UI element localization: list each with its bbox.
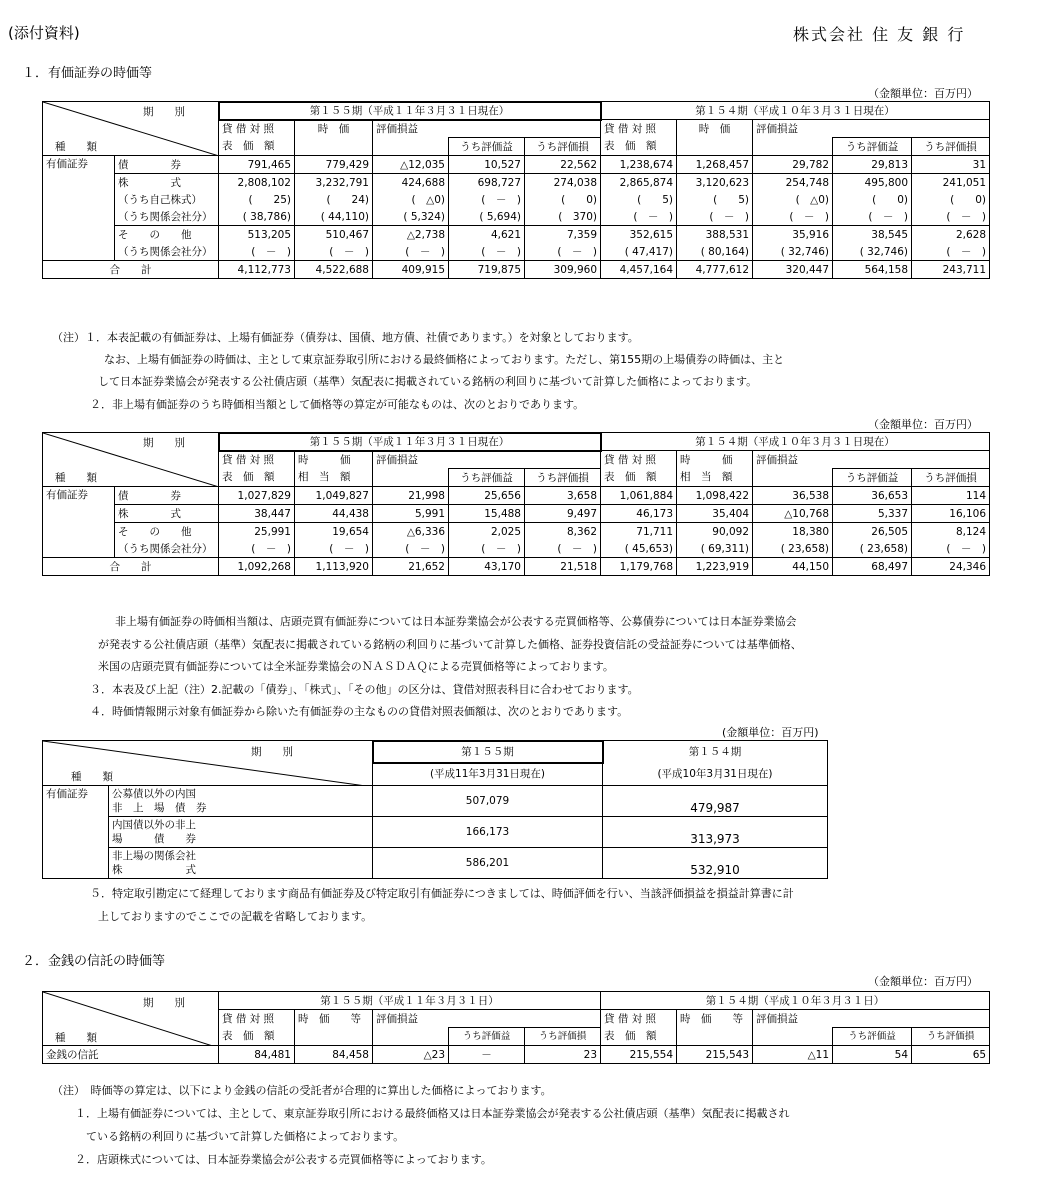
row-label: そ の 他 (115, 523, 219, 541)
note-trust-2: １．上場有価証券については、主として、東京証券取引所における最終価格又は日本証券業協会が発表する公社債店頭（基準）気配表に掲載され (75, 1107, 790, 1120)
row-label: 株 式 (115, 174, 219, 192)
table-listed-securities (42, 101, 990, 279)
table-cell: 254,748 (753, 174, 833, 192)
table-cell: 5,337 (833, 505, 912, 523)
table-cell: 26,505 (833, 523, 912, 541)
corner-cell (43, 741, 373, 786)
table-cell: 791,465 (219, 156, 295, 174)
note-trust-1: （注） 時価等の算定は、以下により金銭の信託の受託者が合理的に算出した価格によっております。 (52, 1084, 552, 1097)
table-cell: 1,049,827 (295, 487, 373, 505)
table-unlisted-securities (42, 432, 990, 576)
period-155-header: 第１５５期（平成１１年３月３１日現在） (219, 433, 601, 451)
col-eval: 評価損益 (373, 451, 601, 469)
col-gain: うち評価益 (833, 1028, 912, 1046)
note-5: ５．特定取引勘定にて経理しております商品有価証券及び特定取引有価証券につきましては、時価評価を行い、当該評価損益を損益計算書に計 (90, 887, 794, 900)
unit-label: （金額単位：百万円） (868, 87, 978, 100)
col-bs-value: 貸 借 対 照 (219, 1010, 295, 1028)
table-cell: △10,768 (753, 505, 833, 523)
table-cell: 71,711 (601, 523, 677, 541)
table-cell: 586,201 (373, 848, 603, 879)
category-label: 有価証券 (43, 786, 109, 879)
table-cell: 21,518 (525, 558, 601, 576)
row-label: （うち自己株式） (115, 191, 219, 208)
table-cell: 15,488 (449, 505, 525, 523)
table-cell: 495,800 (833, 174, 912, 192)
table-cell: 564,158 (833, 261, 912, 279)
table-cell: ( － ) (601, 208, 677, 226)
table-row (43, 208, 990, 226)
table-cell: 23 (525, 1046, 601, 1064)
table-cell: 241,051 (912, 174, 990, 192)
period-154-date: (平成10年3月31日現在) (603, 763, 828, 786)
row-label: 株 式 (115, 505, 219, 523)
note-trust-3: ２．店頭株式については、日本証券業協会が公表する売買価格等によっております。 (75, 1153, 492, 1166)
table-cell: ( － ) (449, 191, 525, 208)
period-154-header: 第１５４期（平成１０年３月３１日現在） (601, 102, 990, 120)
table-cell: 2,865,874 (601, 174, 677, 192)
table-cell: 8,124 (912, 523, 990, 541)
table-cell: ( △0) (753, 191, 833, 208)
table-cell: 1,113,920 (295, 558, 373, 576)
col-price-2: 相 当 額 (677, 469, 753, 487)
table-cell: 4,621 (449, 226, 525, 244)
table-cell: 19,654 (295, 523, 373, 541)
unit-label: （金額単位：百万円） (868, 975, 978, 988)
table-cell: 1,238,674 (601, 156, 677, 174)
table-cell: 65 (912, 1046, 990, 1064)
row-label: 金銭の信託 (43, 1046, 219, 1064)
table-cell: 243,711 (912, 261, 990, 279)
table-cell: ( － ) (449, 540, 525, 558)
table-cell: 1,061,884 (601, 487, 677, 505)
col-gain: うち評価益 (833, 469, 912, 487)
table-row (43, 505, 990, 523)
table-cell: 35,404 (677, 505, 753, 523)
table-cell: ( － ) (449, 243, 525, 261)
table-cell: △2,738 (373, 226, 449, 244)
table-excluded-securities (42, 740, 828, 879)
unit-label: (金額単位：百万円) (722, 726, 819, 739)
col-price: 時 価 (677, 451, 753, 469)
table-cell: 1,092,268 (219, 558, 295, 576)
table-row (43, 786, 828, 817)
table-cell: ( 370) (525, 208, 601, 226)
table-cell: 2,808,102 (219, 174, 295, 192)
corner-type-label: 種 類 (55, 472, 97, 484)
col-price: 時 価 等 (677, 1010, 753, 1028)
table-row (43, 523, 990, 541)
period-155-header: 第１５５期 (373, 741, 603, 764)
row-label: 内国債以外の非上 場 債 券 (109, 817, 373, 848)
col-eval: 評価損益 (753, 451, 990, 469)
table-cell: 38,447 (219, 505, 295, 523)
col-loss: うち評価損 (912, 138, 990, 156)
period-155-header: 第１５５期（平成１１年３月３１日） (219, 992, 601, 1010)
col-bs-value-2: 表 価 額 (601, 138, 677, 156)
table-cell: 779,429 (295, 156, 373, 174)
table-cell: 4,522,688 (295, 261, 373, 279)
table-cell: － (449, 1046, 525, 1064)
corner-cell (43, 433, 219, 487)
note-1-cont: なお、上場有価証券の時価は、主として東京証券取引所における最終価格によっております。ただし、第155期の上場債券の時価は、主と (104, 353, 785, 366)
col-loss: うち評価損 (912, 469, 990, 487)
table-cell: △12,035 (373, 156, 449, 174)
table-cell: 215,554 (601, 1046, 677, 1064)
section2-title: ２．金銭の信託の時価等 (22, 954, 166, 969)
table-cell: 1,098,422 (677, 487, 753, 505)
table-cell: ( － ) (373, 243, 449, 261)
table-cell: 10,527 (449, 156, 525, 174)
table-row (43, 226, 990, 244)
table-cell: 46,173 (601, 505, 677, 523)
corner-cell (43, 102, 219, 156)
col-loss: うち評価損 (525, 469, 601, 487)
col-bs-value: 貸 借 対 照 (601, 120, 677, 138)
table-cell: 21,652 (373, 558, 449, 576)
corner-type-label: 種 類 (55, 1032, 97, 1044)
period-154-header: 第１５４期（平成１０年３月３１日） (601, 992, 990, 1010)
table-row (43, 487, 990, 505)
col-price: 時 価 (677, 120, 753, 138)
table-cell: ( 5,324) (373, 208, 449, 226)
table-cell: 29,813 (833, 156, 912, 174)
note-1-cont2: して日本証券業協会が発表する公社債店頭（基準）気配表に掲載されている銘柄の利回りに基づいて計算した価格によっております。 (98, 375, 758, 388)
note-3: ３．本表及び上記（注）2.記載の「債券」、「株式」、「その他」の区分は、貸借対照表科目に合わせております。 (90, 683, 639, 696)
col-bs-value-2: 表 価 額 (601, 1028, 677, 1046)
col-price: 時 価 (295, 120, 373, 138)
table-cell: 479,987 (603, 786, 828, 817)
table-cell: 352,615 (601, 226, 677, 244)
period-155-header: 第１５５期（平成１１年３月３１日現在） (219, 102, 601, 120)
table-cell: ( 80,164) (677, 243, 753, 261)
table-cell: ( － ) (295, 243, 373, 261)
table-cell: 21,998 (373, 487, 449, 505)
section1-title: １．有価証券の時価等 (22, 66, 153, 81)
table-cell: 2,628 (912, 226, 990, 244)
note-2: ２．非上場有価証券のうち時価相当額として価格等の算定が可能なものは、次のとおりであります。 (90, 398, 585, 411)
unit-label: （金額単位：百万円） (868, 418, 978, 431)
table-cell: 90,092 (677, 523, 753, 541)
table-cell: 532,910 (603, 848, 828, 879)
table-cell: 698,727 (449, 174, 525, 192)
table-cell: ( 69,311) (677, 540, 753, 558)
table-cell: ( － ) (833, 208, 912, 226)
col-bs-value: 貸 借 対 照 (601, 451, 677, 469)
col-eval: 評価損益 (373, 120, 601, 138)
table-cell: ( － ) (525, 540, 601, 558)
note-4: ４．時価情報開示対象有価証券から除いた有価証券の主なものの貸借対照表価額は、次のとおりであります。 (90, 705, 629, 718)
table-cell: 16,106 (912, 505, 990, 523)
table-cell: ( 47,417) (601, 243, 677, 261)
table-cell: 388,531 (677, 226, 753, 244)
table-cell: 1,223,919 (677, 558, 753, 576)
table-cell: 510,467 (295, 226, 373, 244)
corner-period-label: 期 別 (143, 997, 185, 1009)
note-unlisted-3: 米国の店頭売買有価証券については全米証券業協会のＮＡＳＤＡＱによる売買価格等によっております。 (98, 660, 614, 673)
table-cell: 18,380 (753, 523, 833, 541)
table-cell: 507,079 (373, 786, 603, 817)
table-cell: 36,538 (753, 487, 833, 505)
table-cell: ( 45,653) (601, 540, 677, 558)
corner-period-label: 期 別 (251, 746, 293, 758)
table-cell: 35,916 (753, 226, 833, 244)
table-cell: ( 23,658) (753, 540, 833, 558)
table-cell: 68,497 (833, 558, 912, 576)
table-cell: ( 38,786) (219, 208, 295, 226)
table-cell: ( － ) (912, 208, 990, 226)
table-cell: ( － ) (219, 243, 295, 261)
table-cell: 44,438 (295, 505, 373, 523)
note-unlisted-2: が発表する公社債店頭（基準）気配表に掲載されている銘柄の利回りに基づいて計算した価格、証券投資信託の受益証券については基準価格、 (98, 638, 802, 651)
table-cell: 3,120,623 (677, 174, 753, 192)
col-bs-value-2: 表 価 額 (219, 469, 295, 487)
table-cell: ( 25) (219, 191, 295, 208)
table-cell: 29,782 (753, 156, 833, 174)
table-cell: 54 (833, 1046, 912, 1064)
table-cell: ( － ) (912, 243, 990, 261)
col-bs-value-2: 表 価 額 (219, 138, 295, 156)
col-loss: うち評価損 (912, 1028, 990, 1046)
table-cell: ( － ) (753, 208, 833, 226)
table-cell: 7,359 (525, 226, 601, 244)
table-cell: ( 24) (295, 191, 373, 208)
row-label: 公募債以外の内国 非 上 場 債 券 (109, 786, 373, 817)
table-cell: 44,150 (753, 558, 833, 576)
table-cell: 36,653 (833, 487, 912, 505)
table-cell: 3,658 (525, 487, 601, 505)
total-label: 合 計 (43, 558, 219, 576)
col-eval: 評価損益 (373, 1010, 601, 1028)
table-row (43, 1046, 990, 1064)
table-cell: 84,481 (219, 1046, 295, 1064)
table-cell: △6,336 (373, 523, 449, 541)
col-bs-value-2: 表 価 額 (219, 1028, 295, 1046)
col-gain: うち評価益 (449, 469, 525, 487)
corner-type-label: 種 類 (71, 771, 113, 783)
col-loss: うち評価損 (525, 138, 601, 156)
table-cell: 22,562 (525, 156, 601, 174)
table-cell: 114 (912, 487, 990, 505)
table-cell: 31 (912, 156, 990, 174)
period-155-date: (平成11年3月31日現在) (373, 763, 603, 786)
table-cell: ( － ) (373, 540, 449, 558)
category-label: 有価証券 (43, 156, 115, 261)
corner-period-label: 期 別 (143, 106, 185, 118)
category-label: 有価証券 (43, 487, 115, 558)
table-cell: ( － ) (525, 243, 601, 261)
table-cell: ( 5) (677, 191, 753, 208)
table-cell: 274,038 (525, 174, 601, 192)
total-row (43, 261, 990, 279)
col-bs-value: 貸 借 対 照 (219, 451, 295, 469)
table-cell: 424,688 (373, 174, 449, 192)
corner-period-label: 期 別 (143, 437, 185, 449)
row-label: （うち関係会社分） (115, 243, 219, 261)
table-cell: ( 0) (912, 191, 990, 208)
total-label: 合 計 (43, 261, 219, 279)
table-cell: ( 32,746) (833, 243, 912, 261)
total-row (43, 558, 990, 576)
table-row (43, 191, 990, 208)
table-cell: 215,543 (677, 1046, 753, 1064)
period-154-header: 第１５４期（平成１０年３月３１日現在） (601, 433, 990, 451)
table-money-trust (42, 991, 990, 1064)
row-label: （うち関係会社分） (115, 208, 219, 226)
table-row (43, 174, 990, 192)
note-trust-2-cont: ている銘柄の利回りに基づいて計算した価格によっております。 (86, 1130, 405, 1143)
table-cell: ( △0) (373, 191, 449, 208)
table-cell: ( 5,694) (449, 208, 525, 226)
table-cell: ( 0) (833, 191, 912, 208)
col-bs-value: 貸 借 対 照 (219, 120, 295, 138)
table-cell: 719,875 (449, 261, 525, 279)
table-cell: ( 5) (601, 191, 677, 208)
table-cell: 9,497 (525, 505, 601, 523)
table-row (43, 156, 990, 174)
col-loss: うち評価損 (525, 1028, 601, 1046)
table-cell: ( － ) (295, 540, 373, 558)
table-cell: 25,991 (219, 523, 295, 541)
col-eval: 評価損益 (753, 120, 990, 138)
table-cell: 1,268,457 (677, 156, 753, 174)
table-row (43, 817, 828, 848)
corner-type-label: 種 類 (55, 141, 97, 153)
table-cell: 1,027,829 (219, 487, 295, 505)
table-cell: 4,777,612 (677, 261, 753, 279)
col-gain: うち評価益 (449, 138, 525, 156)
table-cell: 309,960 (525, 261, 601, 279)
table-cell: △23 (373, 1046, 449, 1064)
corner-cell (43, 992, 219, 1046)
table-cell: ( － ) (912, 540, 990, 558)
table-cell: 84,458 (295, 1046, 373, 1064)
table-row (43, 848, 828, 879)
col-gain: うち評価益 (833, 138, 912, 156)
table-cell: △11 (753, 1046, 833, 1064)
period-154-header: 第１５４期 (603, 741, 828, 764)
table-cell: 3,232,791 (295, 174, 373, 192)
table-cell: 2,025 (449, 523, 525, 541)
col-eval: 評価損益 (753, 1010, 990, 1028)
table-cell: 8,362 (525, 523, 601, 541)
table-row (43, 243, 990, 261)
row-label: そ の 他 (115, 226, 219, 244)
table-cell: 24,346 (912, 558, 990, 576)
table-cell: ( 44,110) (295, 208, 373, 226)
table-cell: 25,656 (449, 487, 525, 505)
table-cell: 43,170 (449, 558, 525, 576)
table-cell: 513,205 (219, 226, 295, 244)
table-cell: 38,545 (833, 226, 912, 244)
table-cell: 409,915 (373, 261, 449, 279)
table-cell: ( 0) (525, 191, 601, 208)
company-name: 株式会社 住 友 銀 行 (793, 25, 966, 44)
table-cell: 4,112,773 (219, 261, 295, 279)
table-cell: 1,179,768 (601, 558, 677, 576)
table-row (43, 540, 990, 558)
row-label: （うち関係会社分） (115, 540, 219, 558)
table-cell: 313,973 (603, 817, 828, 848)
table-cell: ( － ) (219, 540, 295, 558)
row-label: 非上場の関係会社 株 式 (109, 848, 373, 879)
table-cell: 166,173 (373, 817, 603, 848)
note-5-cont: 上しておりますのでここでの記載を省略しております。 (98, 910, 373, 923)
row-label: 債 券 (115, 487, 219, 505)
note-unlisted-1: 非上場有価証券の時価相当額は、店頭売買有価証券については日本証券業協会が公表する売買価格等、公募債券については日本証券業協会 (115, 615, 797, 628)
note-1: （注）１．本表記載の有価証券は、上場有価証券（債券は、国債、地方債、社債であります。）を対象としております。 (52, 331, 639, 344)
col-bs-value: 貸 借 対 照 (601, 1010, 677, 1028)
table-cell: 5,991 (373, 505, 449, 523)
table-cell: ( 32,746) (753, 243, 833, 261)
col-price: 時 価 (295, 451, 373, 469)
table-cell: 320,447 (753, 261, 833, 279)
table-cell: ( － ) (677, 208, 753, 226)
col-price-2: 相 当 額 (295, 469, 373, 487)
table-cell: ( 23,658) (833, 540, 912, 558)
table-cell: 4,457,164 (601, 261, 677, 279)
col-gain: うち評価益 (449, 1028, 525, 1046)
row-label: 債 券 (115, 156, 219, 174)
attachment-label: (添付資料) (8, 24, 80, 42)
col-bs-value-2: 表 価 額 (601, 469, 677, 487)
col-price: 時 価 等 (295, 1010, 373, 1028)
